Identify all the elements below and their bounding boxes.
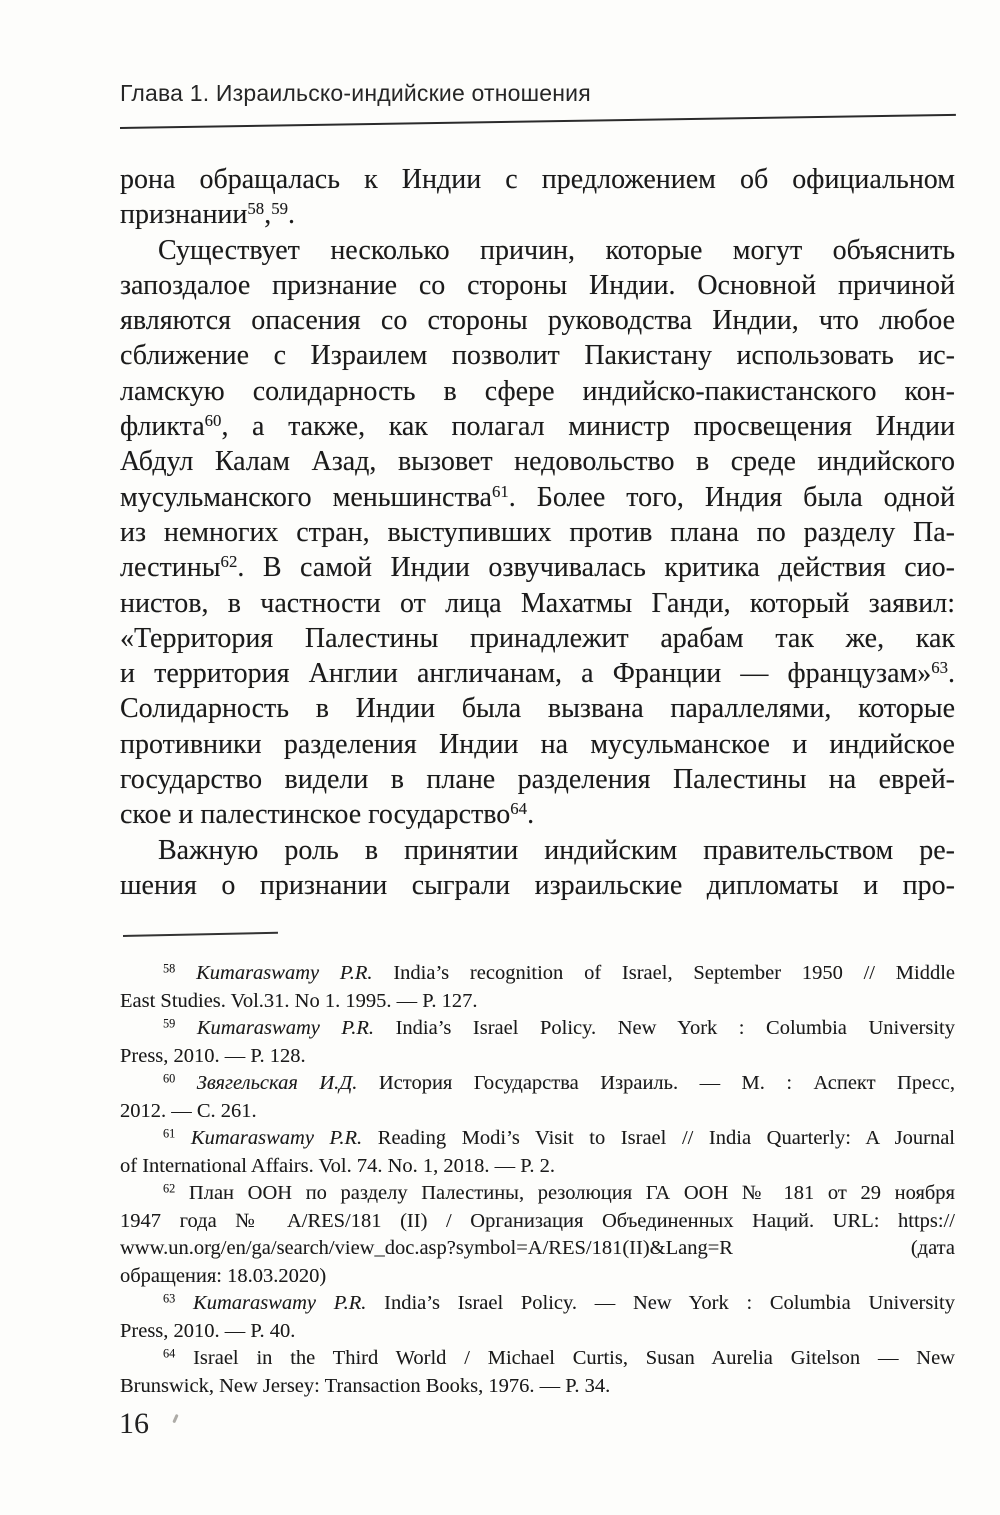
text-line: из немногих стран, выступивших против плана по разделу Па- xyxy=(120,516,955,548)
text-line: Солидарность в Индии была вызвана параллелями, которые xyxy=(120,693,955,725)
footnote-marker: 62 xyxy=(220,552,238,572)
text-line: $^{62}$ План ООН по разделу Палестины, резолюция ГА ООН № 181 от 29 ноября xyxy=(163,1181,955,1204)
body-text xyxy=(120,162,955,903)
text-line: обращения: 18.03.2020) xyxy=(120,1264,327,1287)
text-line: Абдул Калам Азад, вызовет недовольство в среде индийского xyxy=(120,446,955,478)
text-line: и территория Англии англичанам, а Франции — французам»$^{63}$. xyxy=(120,657,955,690)
paragraph xyxy=(120,162,955,233)
text-line: Существует несколько причин, которые могут объяснить xyxy=(158,234,955,266)
paragraph xyxy=(120,233,955,833)
paragraph xyxy=(120,833,955,904)
text-line: «Территория Палестины принадлежит арабам так же, как xyxy=(120,622,955,654)
text-line: Press, 2010. — P. 128. xyxy=(120,1044,306,1067)
footnote-marker: 63 xyxy=(931,657,948,677)
text-line: фликта$^{60}$, а также, как полагал министр просвещения Индии xyxy=(120,410,955,443)
footnote-marker: 64 xyxy=(163,1346,176,1361)
italic-text: Kumaraswamy P.R. xyxy=(196,1017,375,1039)
footnote-marker: 58 xyxy=(163,961,176,976)
text-line: запоздалое признание со стороны Индии. Основной причиной xyxy=(120,269,955,301)
italic-text: Kumaraswamy P.R. xyxy=(193,1292,367,1314)
text-line: нистов, в частности от лица Махатмы Ганди, который заявил: xyxy=(120,587,955,619)
text-line: 1947 года № A/RES/181 (II) / Организация Объединенных Наций. URL: https:// xyxy=(120,1209,955,1232)
page-number: 16 xyxy=(119,1407,149,1440)
scan-artifact-speck xyxy=(172,1414,178,1423)
paragraph xyxy=(120,1180,955,1290)
text-line: $^{60}$ Звягельская И.Д. История Государства Израиль. — М. : Аспект Пресс, xyxy=(163,1071,956,1094)
text-line: государство видели в плане разделения Палестины на еврей- xyxy=(120,764,955,796)
text-line: $^{63}$ Kumaraswamy P.R. India’s Israel Policy. — New York : Columbia University xyxy=(163,1291,955,1314)
text-line: 2012. — С. 261. xyxy=(120,1099,257,1122)
paragraph xyxy=(120,1345,955,1400)
running-header-title: Глава 1. Израильско-индийские отношения xyxy=(120,80,591,106)
footnote-marker: 61 xyxy=(163,1126,176,1141)
text-line: ламскую солидарность в сфере индийско-пакистанского кон- xyxy=(120,375,955,407)
footnote-marker: 63 xyxy=(163,1291,176,1306)
text-line: $^{58}$ Kumaraswamy P.R. India’s recognition of Israel, September 1950 // Middle xyxy=(163,961,956,984)
paragraph xyxy=(120,960,955,1015)
text-line: www.un.org/en/ga/search/view_doc.asp?symbol=A/RES/181(II)&Lang=R (дата xyxy=(120,1237,955,1259)
footnote-marker: 58 xyxy=(247,199,265,219)
text-line: $^{61}$ Kumaraswamy P.R. Reading Modi’s Visit to Israel // India Quarterly: A Journal xyxy=(163,1126,955,1149)
text-line: сближение с Израилем позволит Пакистану использовать ис- xyxy=(120,340,955,372)
paragraph xyxy=(120,1125,955,1180)
text-line: признании$^{58}$,$^{59}$. xyxy=(120,199,295,231)
footnote-marker: 60 xyxy=(163,1071,176,1086)
text-line: шения о признании сыграли израильские дипломаты и про- xyxy=(120,869,955,901)
italic-text: Kumaraswamy P.R. xyxy=(190,1127,363,1149)
footnote-marker: 59 xyxy=(163,1016,176,1031)
paragraph xyxy=(120,1015,955,1070)
paragraph xyxy=(120,1070,955,1125)
footnote-marker: 60 xyxy=(204,410,222,430)
text-line: лестины$^{62}$. В самой Индии озвучивалась критика действия сио- xyxy=(120,552,955,584)
italic-text: Звягельская И.Д. xyxy=(196,1072,358,1094)
text-line: Важную роль в принятии индийским правительством ре- xyxy=(158,834,955,866)
text-line: of International Affairs. Vol. 74. No. 1, 2018. — P. 2. xyxy=(120,1154,556,1177)
text-line: противники разделения Индии на мусульманское и индийское xyxy=(120,728,955,760)
text-line: Brunswick, New Jersey: Transaction Books, 1976. — P. 34. xyxy=(120,1374,611,1397)
paragraph xyxy=(120,1290,955,1345)
footnote-marker: 61 xyxy=(491,481,509,501)
header-rule xyxy=(120,114,956,129)
text-line: Press, 2010. — P. 40. xyxy=(120,1319,296,1342)
footnote-marker: 64 xyxy=(510,799,528,819)
footnote-marker: 59 xyxy=(271,199,288,219)
text-line: являются опасения со стороны руководства Индии, что любое xyxy=(120,305,955,337)
text-line: $^{59}$ Kumaraswamy P.R. India’s Israel Policy. New York : Columbia University xyxy=(163,1016,955,1039)
footnote-marker: 62 xyxy=(163,1181,176,1196)
footnotes-block xyxy=(120,960,955,1400)
text-line: ское и палестинское государство$^{64}$. xyxy=(120,799,535,831)
text-line: рона обращалась к Индии с предложением об официальном xyxy=(120,164,955,195)
footnote-separator-rule xyxy=(123,932,278,937)
text-line: East Studies. Vol.31. No 1. 1995. — P. 127. xyxy=(120,989,478,1012)
italic-text: Kumaraswamy P.R. xyxy=(196,962,373,984)
text-line: мусульманского меньшинства$^{61}$. Более того, Индия была одной xyxy=(120,481,956,513)
text-line: $^{64}$ Israel in the Third World / Michael Curtis, Susan Aurelia Gitelson — New xyxy=(163,1346,955,1369)
